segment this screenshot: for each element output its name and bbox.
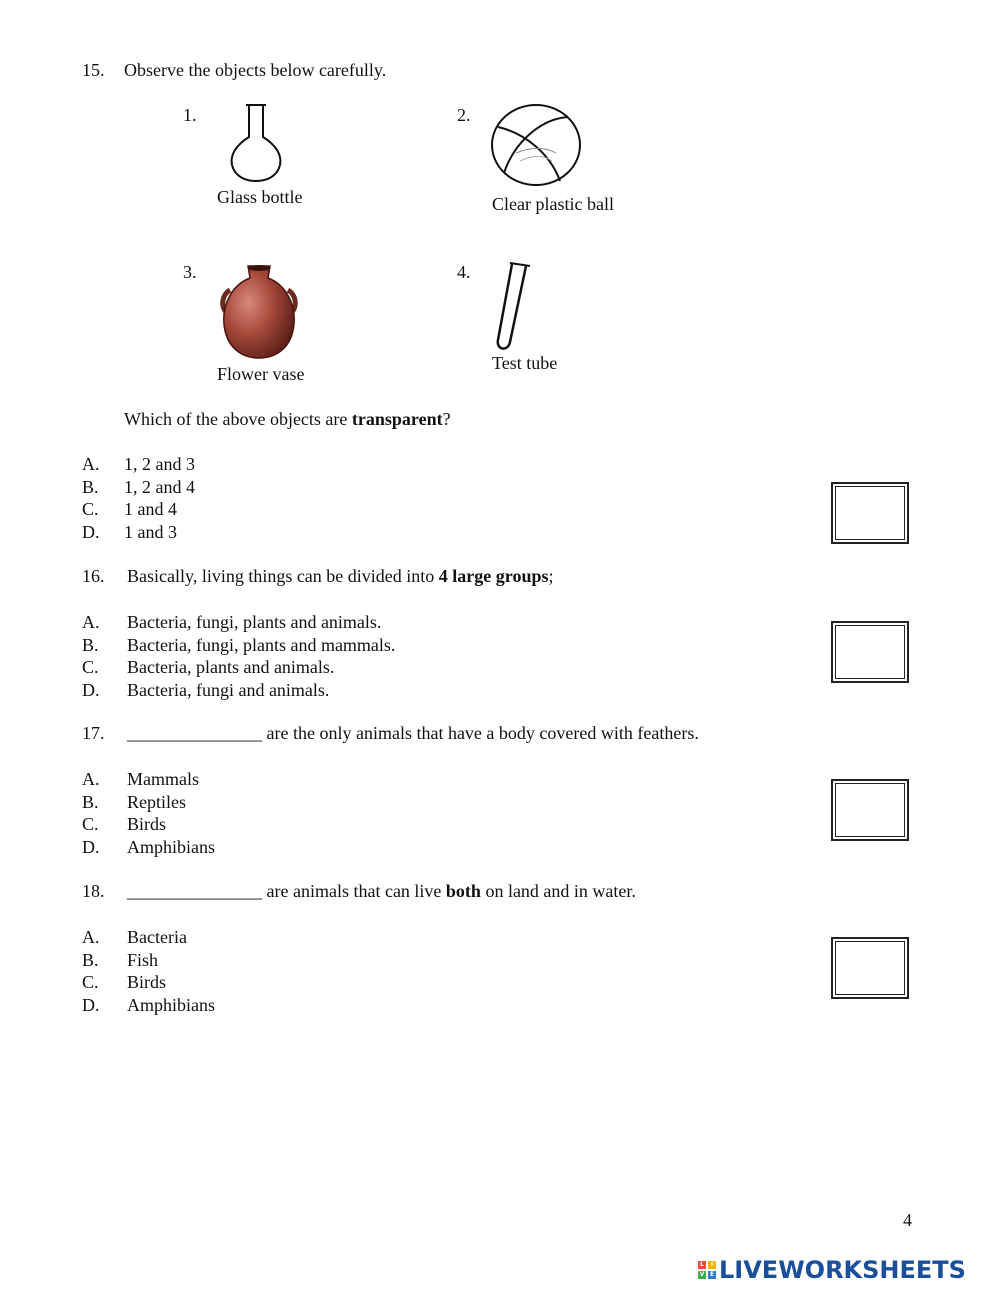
object-1-caption: Glass bottle bbox=[217, 187, 303, 207]
q18-option-d: Amphibians bbox=[127, 995, 215, 1015]
q18-option-b: Fish bbox=[127, 950, 159, 970]
q16-option-a: Bacteria, fungi, plants and animals. bbox=[127, 612, 382, 632]
q18-option-d-letter: D. bbox=[82, 995, 100, 1015]
q17-answer-box[interactable] bbox=[831, 779, 909, 841]
q16-option-c: Bacteria, plants and animals. bbox=[127, 657, 335, 677]
q17-option-b-letter: B. bbox=[82, 792, 99, 812]
test-tube-icon bbox=[490, 260, 534, 352]
q18-option-a-letter: A. bbox=[82, 927, 100, 947]
q15-answer-box[interactable] bbox=[831, 482, 909, 544]
logo-block-e: E bbox=[709, 1271, 715, 1278]
object-4-number: 4. bbox=[457, 262, 471, 282]
logo-blocks-icon bbox=[698, 1261, 716, 1279]
q16-answer-box[interactable] bbox=[831, 621, 909, 683]
q16-option-c-letter: C. bbox=[82, 657, 99, 677]
logo-text: LIVEWORKSHEETS bbox=[719, 1256, 966, 1284]
q15-option-c-letter: C. bbox=[82, 499, 99, 519]
object-3-caption: Flower vase bbox=[217, 364, 305, 384]
q16-option-d: Bacteria, fungi and animals. bbox=[127, 680, 330, 700]
q15-prompt: Observe the objects below carefully. bbox=[124, 60, 387, 80]
q18-number: 18. bbox=[82, 881, 105, 901]
q18-prompt: _______________ are animals that can live both on land and in water. bbox=[127, 881, 636, 901]
q17-prompt: _______________ are the only animals that have a body covered with feathers. bbox=[127, 723, 699, 743]
flask-icon bbox=[226, 101, 286, 183]
q16-option-b: Bacteria, fungi, plants and mammals. bbox=[127, 635, 396, 655]
q16-number: 16. bbox=[82, 566, 105, 586]
object-1-number: 1. bbox=[183, 105, 197, 125]
q15-option-b-letter: B. bbox=[82, 477, 99, 497]
q17-option-c: Birds bbox=[127, 814, 167, 834]
ball-icon bbox=[490, 103, 582, 187]
q18-option-c-letter: C. bbox=[82, 972, 99, 992]
q18-option-a: Bacteria bbox=[127, 927, 187, 947]
liveworksheets-logo[interactable] bbox=[698, 1256, 966, 1284]
q15-option-d-letter: D. bbox=[82, 522, 100, 542]
object-4-caption: Test tube bbox=[492, 353, 558, 373]
object-3-number: 3. bbox=[183, 262, 197, 282]
q17-number: 17. bbox=[82, 723, 105, 743]
q18-option-b-letter: B. bbox=[82, 950, 99, 970]
q17-option-a-letter: A. bbox=[82, 769, 100, 789]
page-number: 4 bbox=[903, 1210, 912, 1230]
q18-option-c: Birds bbox=[127, 972, 167, 992]
logo-block-i: I bbox=[708, 1261, 716, 1269]
q18-answer-box[interactable] bbox=[831, 937, 909, 999]
q16-option-a-letter: A. bbox=[82, 612, 100, 632]
q16-option-d-letter: D. bbox=[82, 680, 100, 700]
q17-option-b: Reptiles bbox=[127, 792, 186, 812]
q17-option-d-letter: D. bbox=[82, 837, 100, 857]
q15-option-b: 1, 2 and 4 bbox=[124, 477, 195, 497]
q15-option-a: 1, 2 and 3 bbox=[124, 454, 195, 474]
vase-icon bbox=[218, 262, 300, 362]
q16-option-b-letter: B. bbox=[82, 635, 99, 655]
q16-prompt: Basically, living things can be divided into 4 large groups; bbox=[127, 566, 554, 586]
logo-block-l: L bbox=[698, 1261, 706, 1269]
q15-option-d: 1 and 3 bbox=[124, 522, 177, 542]
q15-option-c: 1 and 4 bbox=[124, 499, 177, 519]
object-2-caption: Clear plastic ball bbox=[492, 194, 614, 214]
q17-option-c-letter: C. bbox=[82, 814, 99, 834]
q15-option-a-letter: A. bbox=[82, 454, 100, 474]
logo-block-v: V bbox=[699, 1271, 705, 1278]
q15-question: Which of the above objects are transparent? bbox=[124, 409, 451, 429]
q15-number: 15. bbox=[82, 60, 105, 80]
q17-option-a: Mammals bbox=[127, 769, 199, 789]
q17-option-d: Amphibians bbox=[127, 837, 215, 857]
object-2-number: 2. bbox=[457, 105, 471, 125]
